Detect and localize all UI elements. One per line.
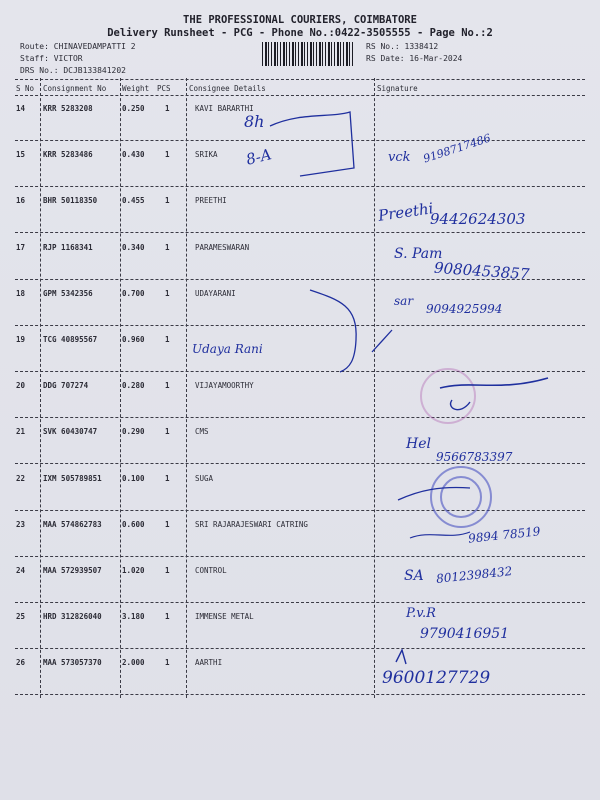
row-weight: 0.290 [122,427,145,437]
col-header-consignee: Consignee Details [189,84,266,93]
row-weight: 0.600 [122,519,145,529]
ink-r23-phone: 9894 78519 [467,524,542,546]
row-consignee: KAVI BARARTHI [195,104,254,113]
row-pcs: 1 [165,335,170,344]
ink-r15-consignee: 8-A [244,145,274,169]
rs-date: RS Date: 16-Mar-2024 [366,54,463,63]
row-pcs: 1 [165,288,170,298]
row-consignment-no: MAA 573057370 [43,658,102,668]
ink-r15-phone: 9198717486 [421,131,493,166]
row-weight: 0.700 [122,288,145,298]
ink-r25-sig: P.v.R [406,606,436,621]
row-consignment-no: RJP 1168341 [43,242,93,252]
row-consignee: SUGA [195,473,214,483]
ink-r16-phone: 9442624303 [430,210,526,228]
ink-r19-consignee: Udaya Rani [192,342,263,356]
ink-r18-phone: 9094925994 [426,302,503,316]
ink-r21-sig: Hel [406,436,431,452]
ink-r17-phone: 9080453857 [433,258,530,284]
row-weight: 0.100 [122,473,145,483]
row-consignee: VIJAYAMOORTHY [195,381,254,391]
row-pcs: 1 [165,427,170,437]
company-title: THE PROFESSIONAL COURIERS, COIMBATORE [183,14,417,26]
row-consignee: IMMENSE METAL [195,612,254,622]
row-weight: 0.960 [122,335,145,344]
row-consignee: PARAMESWARAN [195,242,250,252]
row-sno: 26 [16,658,26,668]
row-consignee: AARTHI [195,658,223,668]
row-sno: 19 [16,335,26,344]
col-header-consignment: Consignment No [43,84,107,93]
ink-r18-sig: sar [394,294,414,308]
row-pcs: 1 [165,612,170,622]
row-pcs: 1 [165,196,170,206]
col-header-sno: S No [16,84,35,93]
col-header-pcs: PCS [157,84,171,93]
row-sno: 17 [16,242,26,252]
row-consignment-no: TCG 40895567 [43,335,98,344]
row-weight: 0.430 [122,150,145,160]
ink-r14-consignee: 8h [244,112,265,131]
ink-r26-phone: 9600127729 [382,668,491,688]
row-consignee: CMS [195,427,209,437]
row-sno: 16 [16,196,26,206]
row-sno: 24 [16,566,26,575]
ink-r25-phone: 9790416951 [420,626,510,642]
row-consignment-no: DDG 707274 [43,381,89,391]
ink-r17-sig: S. Pam [394,246,443,262]
row-pcs: 1 [165,150,170,160]
ink-r21-phone: 9566783397 [436,450,513,464]
row-pcs: 1 [165,658,170,668]
ink-r15-sig: vck [388,150,411,165]
row-consignee: SRI RAJARAJESWARI CATRING [195,519,308,529]
row-consignee: PREETHI [195,196,227,206]
row-consignment-no: KRR 5283208 [43,104,93,113]
col-header-signature: Signature [377,84,418,93]
row-weight: 1.020 [122,566,145,575]
row-consignee: UDAYARANI [195,288,236,298]
row-consignment-no: IXM 505789851 [43,473,102,483]
ink-r24-phone: 8012398432 [435,564,513,586]
row-pcs: 1 [165,519,170,529]
row-sno: 14 [16,104,26,113]
row-pcs: 1 [165,104,170,113]
row-sno: 20 [16,381,26,391]
row-pcs: 1 [165,242,170,252]
row-consignment-no: BHR 50118350 [43,196,98,206]
row-consignment-no: HRD 312826040 [43,612,102,622]
row-pcs: 1 [165,566,170,575]
staff-label: Staff: VICTOR [20,54,83,63]
row-consignment-no: SVK 60430747 [43,427,98,437]
row-consignment-no: MAA 574862783 [43,519,102,529]
row-weight: 2.000 [122,658,145,668]
row-weight: 0.250 [122,104,145,113]
row-consignee: SRIKA [195,150,218,160]
route-label: Route: CHINAVEDAMPATTI 2 [20,42,136,51]
row-sno: 22 [16,473,26,483]
row-pcs: 1 [165,381,170,391]
row-weight: 3.180 [122,612,145,622]
row-consignment-no: KRR 5283486 [43,150,93,160]
row-consignment-no: GPM 5342356 [43,288,93,298]
row-weight: 0.280 [122,381,145,391]
row-sno: 25 [16,612,26,622]
ink-r16-sig: Preethi [377,199,435,225]
row-sno: 21 [16,427,26,437]
row-sno: 15 [16,150,26,160]
ink-r24-sig: SA [404,568,424,584]
runsheet-subtitle: Delivery Runsheet - PCG - Phone No.:0422-3505555 - Page No.:2 [107,27,493,39]
col-header-weight: Weight [122,84,150,93]
row-consignment-no: MAA 572939507 [43,566,102,575]
drs-number: DRS No.: DCJB133841202 [20,66,126,75]
row-weight: 0.455 [122,196,145,206]
row-pcs: 1 [165,473,170,483]
row-consignee: CONTROL [195,566,227,575]
row-weight: 0.340 [122,242,145,252]
row-sno: 23 [16,519,26,529]
row-sno: 18 [16,288,26,298]
rs-number: RS No.: 1338412 [366,42,439,51]
